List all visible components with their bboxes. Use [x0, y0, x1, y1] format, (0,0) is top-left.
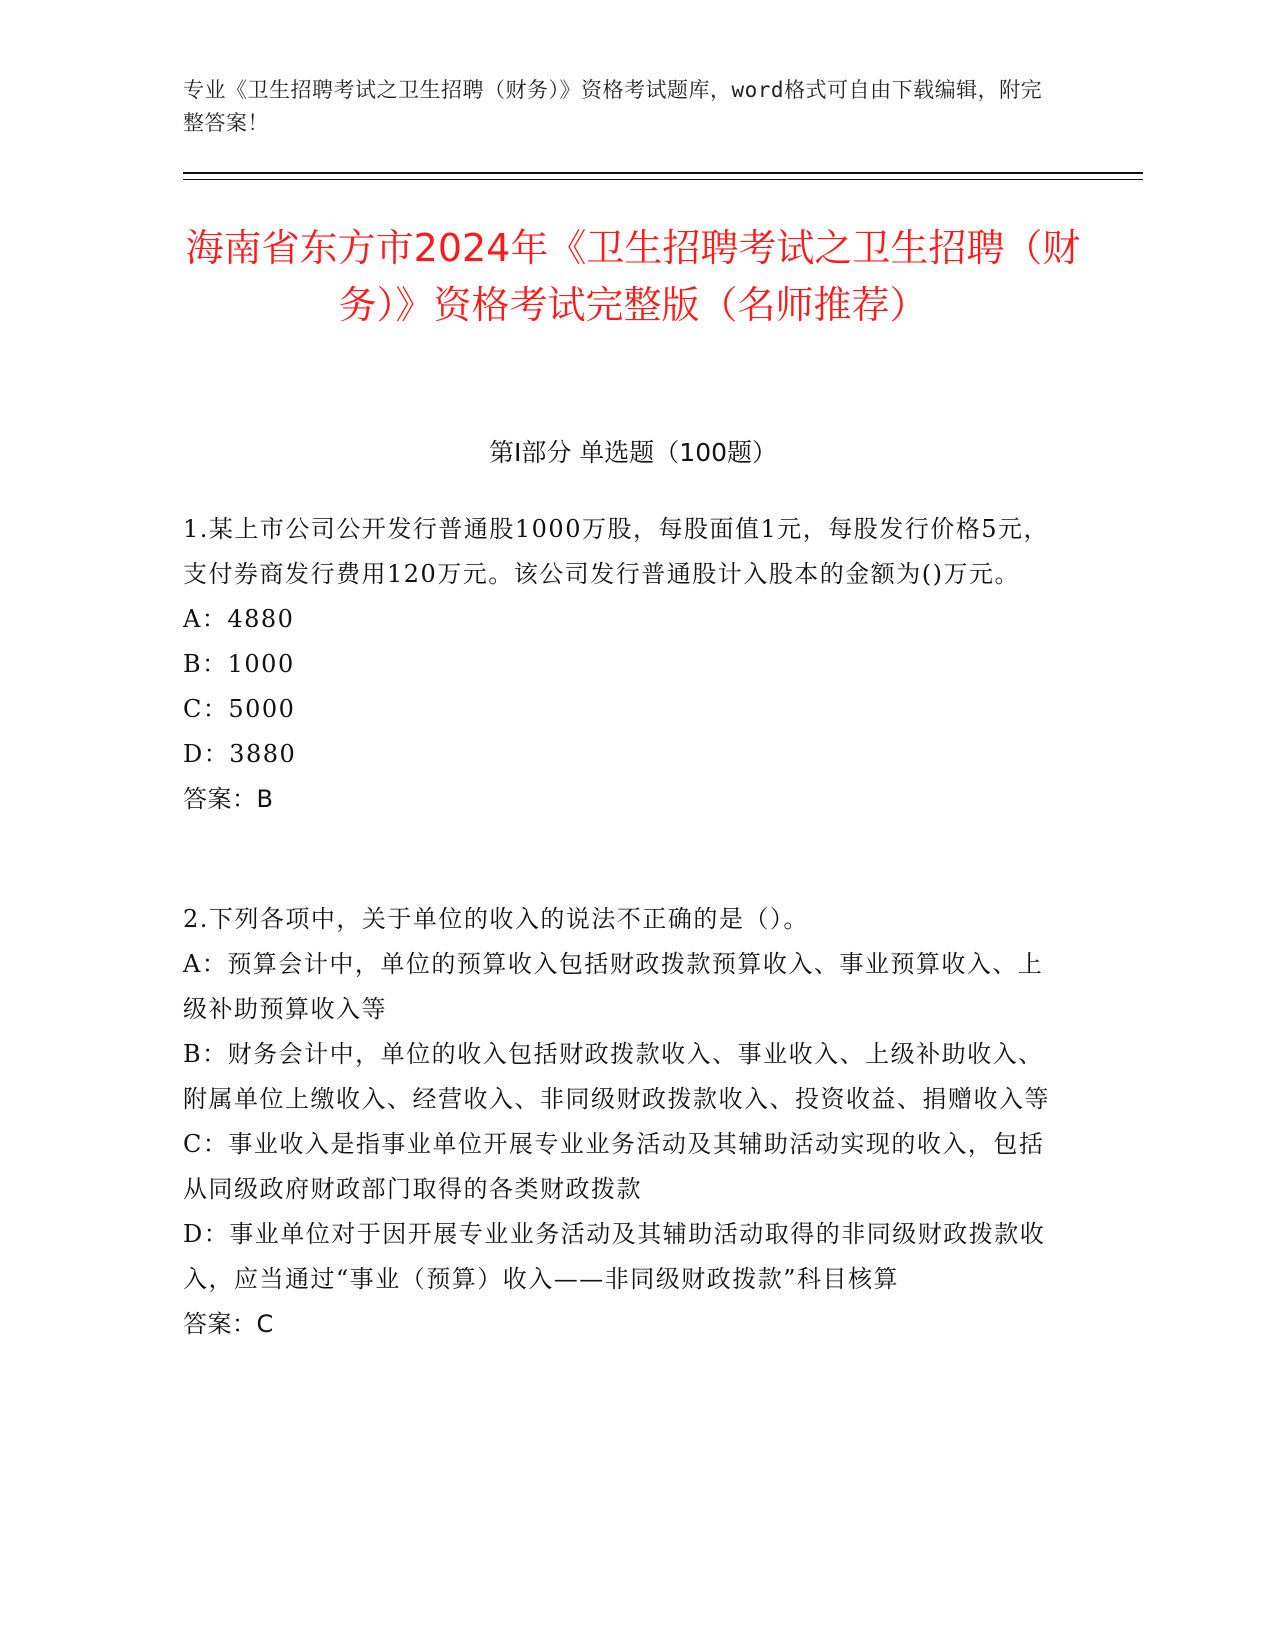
- option-c: C：事业收入是指事业单位开展专业业务活动及其辅助活动实现的收入，包括从同级政府财政部门取得的各类财政拨款: [183, 1130, 1045, 1203]
- header-note: 专业《卫生招聘考试之卫生招聘（财务）》资格考试题库，word格式可自由下载编辑，附完整答案！: [183, 78, 1043, 135]
- option-d: D：事业单位对于因开展专业业务活动及其辅助活动取得的非同级财政拨款收入，应当通过“事业（预算）收入——非同级财政拨款”科目核算: [183, 1220, 1046, 1293]
- question-stem: 1.某上市公司公开发行普通股1000万股，每股面值1元，每股发行价格5元，支付券商发行费用120万元。该公司发行普通股计入股本的金额为()万元。: [183, 515, 1050, 588]
- option-b: B：1000: [183, 650, 295, 678]
- option-c: C：5000: [183, 695, 296, 723]
- option-a: A：预算会计中，单位的预算收入包括财政拨款预算收入、事业预算收入、上级补助预算收入等: [183, 950, 1044, 1023]
- option-a: A：4880: [183, 605, 295, 633]
- document-title: 海南省东方市2024年《卫生招聘考试之卫生招聘（财务）》资格考试完整版（名师推荐）: [185, 226, 1081, 327]
- question-stem: 2.下列各项中，关于单位的收入的说法不正确的是（）。: [183, 905, 809, 933]
- question-1: [183, 507, 1063, 822]
- question-2: [183, 897, 1063, 1347]
- header-divider-thin: [183, 179, 1143, 180]
- option-d: D：3880: [183, 740, 297, 768]
- section-heading: 第I部分 单选题（100题）: [488, 438, 778, 467]
- header-divider-thick: [183, 172, 1143, 174]
- answer-label: 答案：B: [183, 785, 274, 813]
- option-b: B：财务会计中，单位的收入包括财政拨款收入、事业收入、上级补助收入、附属单位上缴收入、经营收入、非同级财政拨款收入、投资收益、捐赠收入等: [183, 1040, 1050, 1113]
- answer-label: 答案：C: [183, 1310, 274, 1338]
